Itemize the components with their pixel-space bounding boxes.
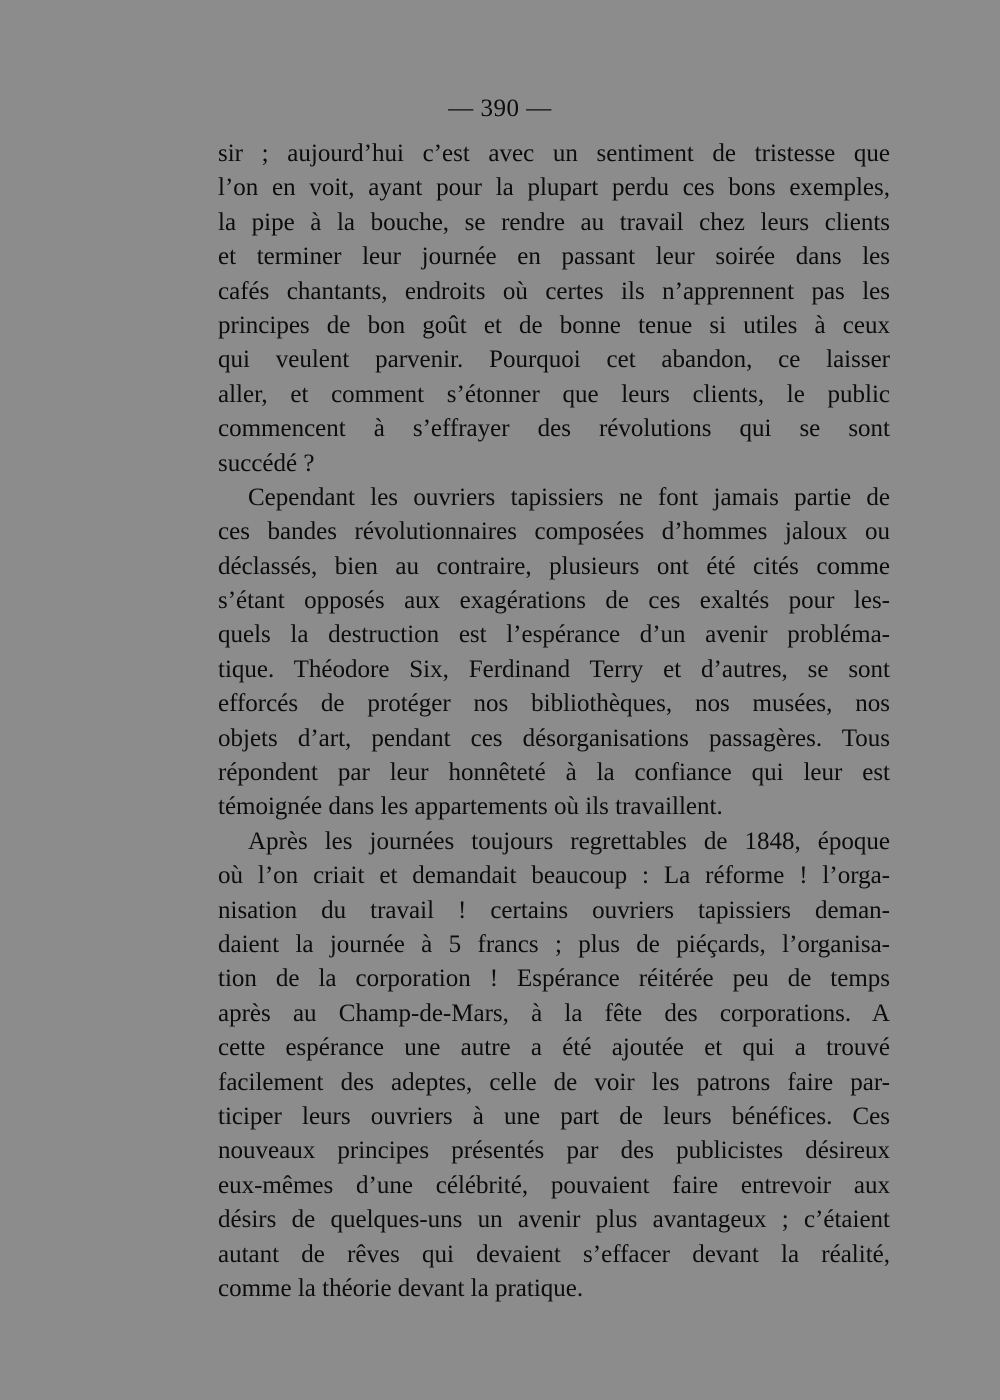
text-line: comme la théorie devant la pratique.: [218, 1274, 584, 1302]
text-line: Cependant les ouvriers tapissiers ne font jamais partie de: [248, 483, 890, 511]
text-line: la pipe à la bouche, se rendre au travail chez leurs clients: [218, 208, 890, 236]
text-line: qui veulent parvenir. Pourquoi cet abandon, ce laisser: [218, 346, 890, 374]
text-line: ces bandes révolutionnaires composées d’hommes jaloux ou: [218, 518, 890, 546]
text-line: répondent par leur honnêteté à la confiance qui leur est: [218, 759, 890, 787]
text-line: objets d’art, pendant ces désorganisations passagères. Tous: [218, 724, 890, 752]
text-line: commencent à s’effrayer des révolutions qui se sont: [218, 415, 890, 443]
text-line: l’on en voit, ayant pour la plupart perdu ces bons exemples,: [218, 174, 890, 202]
text-line: autant de rêves qui devaient s’effacer devant la réalité,: [218, 1240, 890, 1268]
text-line: succédé ?: [218, 449, 315, 477]
text-line: ticiper leurs ouvriers à une part de leurs bénéfices. Ces: [218, 1102, 890, 1130]
page-number: — 390 —: [448, 95, 552, 122]
text-line: aller, et comment s’étonner que leurs clients, le public: [218, 380, 890, 408]
text-line: après au Champ-de-Mars, à la fête des corporations. A: [218, 999, 890, 1027]
text-line: sir ; aujourd’hui c’est avec un sentiment de tristesse que: [218, 140, 890, 167]
text-line: nouveaux principes présentés par des publicistes désireux: [218, 1137, 890, 1165]
text-line: efforcés de protéger nos bibliothèques, nos musées, nos: [218, 690, 890, 718]
body-text: [218, 137, 890, 1306]
text-line: daient la journée à 5 francs ; plus de piéçards, l’organisa-: [218, 930, 890, 958]
text-line: tique. Théodore Six, Ferdinand Terry et d’autres, se sont: [218, 655, 890, 683]
text-line: facilement des adeptes, celle de voir les patrons faire par-: [218, 1068, 890, 1096]
text-line: déclassés, bien au contraire, plusieurs ont été cités comme: [218, 552, 890, 580]
text-line: cafés chantants, endroits où certes ils n’apprennent pas les: [218, 277, 890, 305]
text-line: désirs de quelques-uns un avenir plus avantageux ; c’étaient: [218, 1206, 890, 1234]
text-line: eux-mêmes d’une célébrité, pouvaient faire entrevoir aux: [218, 1171, 890, 1199]
text-line: quels la destruction est l’espérance d’un avenir probléma-: [218, 621, 890, 649]
text-line: tion de la corporation ! Espérance réitérée peu de temps: [218, 965, 890, 993]
text-line: s’étant opposés aux exagérations de ces exaltés pour les-: [218, 587, 890, 615]
text-line: Après les journées toujours regrettables de 1848, époque: [248, 827, 890, 855]
text-line: nisation du travail ! certains ouvriers tapissiers deman-: [218, 896, 890, 924]
text-line: témoignée dans les appartements où ils travaillent.: [218, 793, 723, 821]
text-line: et terminer leur journée en passant leur soirée dans les: [218, 243, 890, 271]
text-line: cette espérance une autre a été ajoutée et qui a trouvé: [218, 1034, 890, 1062]
text-line: où l’on criait et demandait beaucoup : La réforme ! l’orga-: [218, 862, 890, 890]
text-line: principes de bon goût et de bonne tenue si utiles à ceux: [218, 311, 890, 339]
